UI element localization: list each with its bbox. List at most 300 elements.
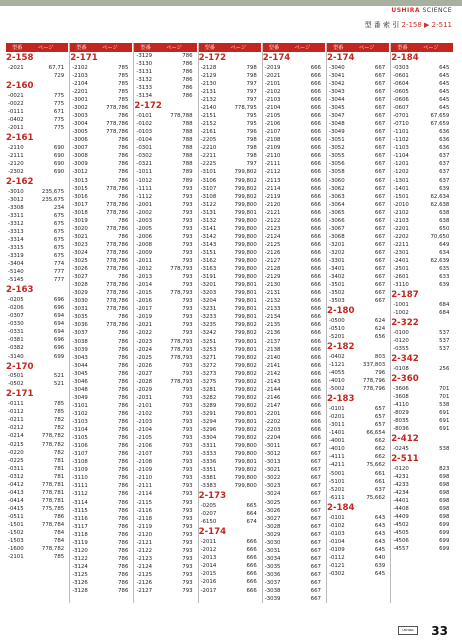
column-header: [327, 43, 389, 52]
model-code: -0355: [393, 346, 409, 352]
index-row: [327, 362, 387, 370]
page-ref: 777: [53, 269, 65, 276]
model-code: -3116: [72, 515, 88, 522]
model-code: -3102: [72, 410, 88, 417]
model-code: -2011: [8, 124, 24, 131]
index-row: [263, 564, 323, 572]
index-row: [199, 355, 259, 363]
model-code: -1111: [136, 185, 153, 192]
group-title: 2-173: [198, 491, 227, 502]
page-ref: 799,801: [234, 209, 257, 216]
model-code: -0330: [8, 321, 24, 328]
page-ref: 786: [182, 69, 193, 76]
model-code: -3042: [329, 80, 345, 87]
index-row: [263, 210, 323, 218]
page-ref: 793: [182, 274, 193, 281]
index-row: [263, 202, 323, 210]
index-row: [6, 498, 66, 506]
index-row: [327, 274, 387, 282]
index-row: [199, 290, 259, 298]
index-row: [134, 564, 194, 572]
page-ref: 799,802: [234, 177, 257, 184]
model-code: -0205: [200, 503, 217, 510]
model-code: -4211: [329, 462, 345, 469]
page-ref: 799,801: [234, 419, 257, 425]
model-code: -3107: [200, 185, 217, 192]
model-code: -3131: [136, 69, 153, 76]
group-title: 2-160: [6, 80, 34, 91]
index-row: [199, 218, 259, 226]
page-header: ページ: [359, 45, 375, 51]
index-row: [6, 417, 66, 425]
model-code: -2017: [136, 306, 153, 313]
model-code: -3401: [329, 266, 345, 273]
page-ref: 667: [374, 97, 386, 103]
model-code: -0211: [8, 417, 24, 424]
index-row: [199, 194, 259, 202]
model-code: -2011: [200, 539, 217, 546]
page-ref: 778,786: [106, 258, 129, 264]
index-row: [327, 571, 387, 579]
page-ref: 667: [374, 129, 386, 136]
index-row: [70, 218, 130, 226]
page-ref: 667: [374, 64, 386, 71]
model-code: -2122: [136, 547, 153, 554]
group-title: 2-183: [327, 394, 355, 405]
page-ref: 624: [374, 318, 386, 325]
page-ref: 796: [246, 129, 257, 136]
index-row: [70, 274, 130, 282]
page-ref: 778,796: [362, 378, 386, 385]
index-row: [327, 121, 387, 129]
model-code: -0311: [8, 465, 24, 472]
page-ref: 799,800: [234, 483, 257, 490]
page-ref: 781: [53, 465, 65, 472]
index-row: [70, 524, 130, 532]
index-row: [70, 379, 130, 387]
page-ref: 698: [439, 505, 450, 512]
index-row: [134, 379, 194, 387]
index-row: [327, 298, 387, 306]
model-code: -3336: [200, 459, 217, 466]
model-code: -2202: [393, 233, 409, 240]
model-code: -2161: [200, 129, 217, 136]
index-row: [6, 221, 66, 229]
model-code: -2109: [136, 467, 153, 474]
model-code: -2137: [264, 338, 281, 345]
page-ref: 799,802: [234, 169, 257, 176]
index-row: [199, 427, 259, 435]
page-header: ページ: [166, 45, 182, 51]
index-row: [391, 426, 451, 434]
model-code: -3019: [72, 217, 88, 224]
index-row: [199, 563, 259, 571]
page-ref: 786: [118, 338, 129, 345]
page-ref: 786: [118, 539, 129, 546]
page-ref: 638: [439, 209, 450, 216]
page-ref: 538: [439, 445, 450, 452]
index-row: [391, 234, 451, 242]
group-title: 2-184: [327, 502, 355, 513]
model-code: -2110: [8, 144, 24, 151]
index-row: [70, 572, 130, 580]
page-ref: 675: [53, 253, 65, 260]
index-row: [199, 411, 259, 419]
page-ref: 778,786: [106, 129, 129, 136]
page-ref: 675: [53, 212, 65, 219]
index-row: [391, 310, 451, 318]
index-row: [391, 186, 451, 194]
index-row: [391, 65, 451, 73]
index-row: [70, 105, 130, 113]
page-ref: 799,800: [234, 274, 257, 281]
page-ref: 786: [118, 113, 129, 120]
page-ref: 729: [53, 72, 65, 79]
model-code: -2201: [72, 88, 88, 95]
index-row: [263, 194, 323, 202]
page-ref: 667: [310, 483, 321, 490]
model-code: -4010: [329, 378, 345, 385]
model-code: -3036: [264, 571, 281, 578]
index-row: [6, 329, 66, 337]
page-ref: 799,800: [234, 241, 257, 248]
page-ref: 666: [310, 209, 321, 216]
model-code: -3351: [200, 467, 217, 474]
model-code: -3151: [200, 249, 217, 256]
page-ref: 666: [310, 330, 321, 337]
index-row: [327, 161, 387, 169]
index-row: [327, 178, 387, 186]
index-row: [391, 274, 451, 282]
index-row: [263, 347, 323, 355]
index-row: [263, 500, 323, 508]
model-code: -3012: [72, 169, 88, 176]
page-ref: 643: [374, 514, 386, 521]
page-ref: 667: [374, 153, 386, 160]
model-code: -3031: [264, 547, 281, 554]
index-row: [263, 218, 323, 226]
model-code: -0120: [393, 465, 409, 472]
page-ref: 793: [182, 217, 193, 224]
model-code: -3313: [8, 229, 24, 235]
page-ref: 666: [310, 266, 321, 273]
page-ref: 799,802: [234, 185, 257, 192]
model-code: -2028: [136, 378, 153, 385]
model-code: -2006: [136, 233, 153, 240]
model-code: -0710: [393, 121, 409, 128]
model-code: -3052: [329, 145, 345, 152]
index-row: [327, 334, 387, 342]
model-code: -2123: [136, 555, 153, 562]
index-row: [327, 378, 387, 386]
page-ref: 793: [182, 233, 193, 240]
page-ref: 675: [53, 237, 65, 244]
page-ref: 785: [53, 409, 65, 416]
model-code: -3253: [200, 346, 217, 353]
page-ref: 786: [118, 193, 129, 200]
page-ref: 666: [246, 555, 257, 562]
page-ref: 786: [118, 161, 129, 168]
page-ref: 234: [53, 204, 65, 211]
model-code: -2120: [264, 201, 281, 208]
page-ref: 67,71: [48, 64, 65, 71]
page-ref: 667: [374, 282, 386, 289]
page-ref: 667: [310, 588, 321, 595]
index-row: [263, 105, 323, 113]
index-row: [199, 73, 259, 81]
model-code: -3001: [72, 97, 88, 103]
model-code: -3015: [72, 185, 88, 192]
page-ref: 788: [182, 145, 193, 152]
index-row: [391, 410, 451, 418]
page-ref: 803: [374, 354, 386, 361]
index-row: [134, 427, 194, 435]
page-ref: 778,786: [106, 306, 129, 313]
page-ref: 699: [439, 522, 450, 528]
index-row: [263, 508, 323, 516]
page-ref: 62,639: [430, 258, 450, 264]
model-code: -3333: [200, 451, 217, 458]
page-ref: 799,801: [234, 410, 257, 417]
index-row: [263, 395, 323, 403]
index-row: [391, 498, 451, 506]
model-code: -2118: [136, 515, 153, 522]
model-code: -3315: [8, 245, 24, 252]
page-ref: 798: [246, 137, 257, 144]
model-code: -0607: [393, 105, 409, 112]
page-ref: 778,781: [41, 489, 65, 496]
model-code: -3162: [200, 258, 217, 264]
page-ref: 786: [118, 427, 129, 434]
model-code: -3024: [72, 249, 88, 256]
page-ref: 778,781: [41, 481, 65, 488]
page-ref: 666: [310, 419, 321, 425]
page-ref: 799,802: [234, 467, 257, 474]
page-ref: 774: [53, 261, 65, 268]
model-code: -3022: [264, 475, 281, 482]
index-row: [70, 419, 130, 427]
index-row: [199, 145, 259, 153]
model-code: -3191: [200, 274, 217, 281]
page-ref: 667: [374, 209, 386, 216]
page-ref: 793: [182, 563, 193, 570]
page-ref: 786: [118, 394, 129, 401]
page-ref: 699: [439, 546, 450, 553]
index-row: [391, 145, 451, 153]
page-ref: 696: [53, 305, 65, 312]
model-code: -0101: [329, 406, 345, 413]
model-code: -5201: [329, 486, 345, 493]
page-ref: 788: [182, 153, 193, 160]
column-header: [391, 43, 453, 52]
model-code: -2001: [136, 201, 153, 208]
model-code: -2111: [136, 483, 153, 490]
index-row: [70, 129, 130, 137]
model-code: -2106: [136, 443, 153, 450]
page-ref: 778,786: [106, 249, 129, 256]
column-header: [6, 43, 68, 52]
page-ref: 775: [53, 100, 65, 107]
page-ref: 256: [439, 365, 450, 372]
index-row: [70, 194, 130, 202]
index-row: [391, 202, 451, 210]
page-ref: 799,802: [234, 330, 257, 337]
model-code: -2013: [136, 274, 153, 281]
index-row: [199, 161, 259, 169]
page-ref: 799,802: [234, 322, 257, 329]
index-row: [134, 572, 194, 580]
index-row: [134, 508, 194, 516]
model-code: -3133: [136, 85, 153, 92]
page-ref: 793: [182, 531, 193, 538]
page-ref: 67,659: [430, 121, 450, 128]
page-ref: 799,802: [234, 370, 257, 377]
index-row: [199, 443, 259, 451]
index-row: [134, 113, 194, 121]
model-code: -3112: [72, 491, 88, 498]
page-ref: 684: [439, 310, 450, 317]
page-ref: 775: [53, 92, 65, 99]
index-row: [391, 446, 451, 454]
page-ref: 665: [246, 503, 257, 510]
page-ref: 778,796: [362, 386, 386, 393]
model-code: -3203: [200, 290, 217, 297]
model-code: -2124: [264, 233, 281, 240]
index-row: [6, 530, 66, 538]
page-ref: 786: [118, 507, 129, 514]
index-row: [6, 117, 66, 125]
index-row: [199, 419, 259, 427]
page-ref: 786: [118, 491, 129, 498]
page-ref: 799,801: [234, 290, 257, 297]
page-ref: 793: [182, 322, 193, 329]
model-code: -3039: [72, 346, 88, 353]
index-row: [327, 194, 387, 202]
index-row: [263, 137, 323, 145]
page-ref: 786: [118, 588, 129, 595]
model-code: -2133: [264, 306, 281, 313]
index-row: [134, 290, 194, 298]
page-ref: 636: [439, 137, 450, 144]
index-row: [391, 242, 451, 250]
index-row: [327, 555, 387, 563]
index-row: [199, 153, 259, 161]
model-code: -0108: [393, 365, 409, 372]
page-ref: 786: [118, 346, 129, 353]
model-code: -2024: [136, 346, 153, 353]
model-code: -3273: [200, 370, 217, 377]
page-ref: 667: [310, 475, 321, 482]
page-ref: 667: [310, 563, 321, 570]
index-row: [263, 588, 323, 596]
page-ref: 656: [374, 334, 386, 341]
index-row: [6, 305, 66, 313]
page-header: ページ: [230, 45, 247, 51]
model-code: -3251: [200, 338, 217, 345]
page-ref: 785: [118, 97, 129, 103]
page-ref: 793: [182, 580, 193, 586]
column-header: [199, 43, 261, 52]
page-ref: 799,800: [234, 233, 257, 240]
page-ref: 778,786: [106, 121, 129, 128]
model-code: -3141: [200, 225, 217, 232]
model-code: -0225: [8, 457, 24, 464]
page-ref: 666: [310, 298, 321, 305]
index-row: [199, 169, 259, 177]
model-code: -2115: [136, 499, 153, 506]
model-code: -3201: [329, 241, 345, 248]
index-row: [327, 563, 387, 571]
page-ref: 667: [374, 88, 386, 95]
model-code: -1501: [8, 522, 24, 528]
index-row: [263, 89, 323, 97]
page-ref: 784: [53, 538, 65, 545]
index-row: [70, 322, 130, 330]
page-ref: 690: [53, 160, 65, 167]
index-row: [70, 266, 130, 274]
model-code: -2107: [136, 451, 153, 458]
page-ref: 778,793: [170, 266, 193, 273]
model-code: -2121: [136, 539, 153, 546]
page-ref: 698: [439, 473, 450, 480]
index-row: [391, 250, 451, 258]
page-ref: 784: [53, 530, 65, 537]
model-code: -3142: [200, 233, 217, 240]
code-header: 型番: [204, 45, 215, 51]
group-title: 2-187: [391, 290, 419, 301]
model-code: -3011: [264, 443, 281, 450]
model-code: -3381: [200, 475, 217, 482]
page-ref: 793: [182, 459, 193, 466]
model-code: -2203: [264, 427, 281, 434]
footer-logo: USHIRA: [398, 626, 418, 635]
group-title: 2-322: [391, 318, 419, 329]
index-row: [391, 121, 451, 129]
page-ref: 793: [182, 298, 193, 305]
model-code: -3058: [329, 169, 345, 176]
model-code: -0601: [393, 72, 409, 79]
model-code: -3063: [329, 193, 345, 200]
page-ref: 788: [182, 137, 193, 144]
page-ref: 778,793: [170, 354, 193, 361]
index-row: [263, 186, 323, 194]
page-ref: 667: [374, 258, 386, 264]
index-row: [263, 290, 323, 298]
page-ref: 799,801: [234, 346, 257, 353]
model-code: -2130: [264, 282, 281, 289]
model-code: -3028: [264, 523, 281, 530]
model-code: -3029: [264, 531, 281, 538]
model-code: -0104: [329, 538, 345, 545]
model-code: -4557: [393, 546, 409, 553]
model-code: -2111: [8, 152, 24, 159]
page-ref: 671: [53, 108, 65, 115]
index-row: [199, 306, 259, 314]
index-row: [263, 355, 323, 363]
model-code: -3021: [72, 233, 88, 240]
index-row: [263, 226, 323, 234]
model-code: -4234: [393, 489, 409, 496]
model-code: -2101: [264, 80, 281, 87]
model-code: -2103: [393, 217, 409, 224]
model-code: -2211: [393, 241, 409, 248]
index-row: [134, 250, 194, 258]
model-code: -2201: [393, 225, 409, 232]
model-code: -1201: [393, 161, 409, 168]
page-ref: 645: [439, 97, 450, 103]
page-ref: 786: [118, 370, 129, 377]
index-row: [70, 73, 130, 81]
